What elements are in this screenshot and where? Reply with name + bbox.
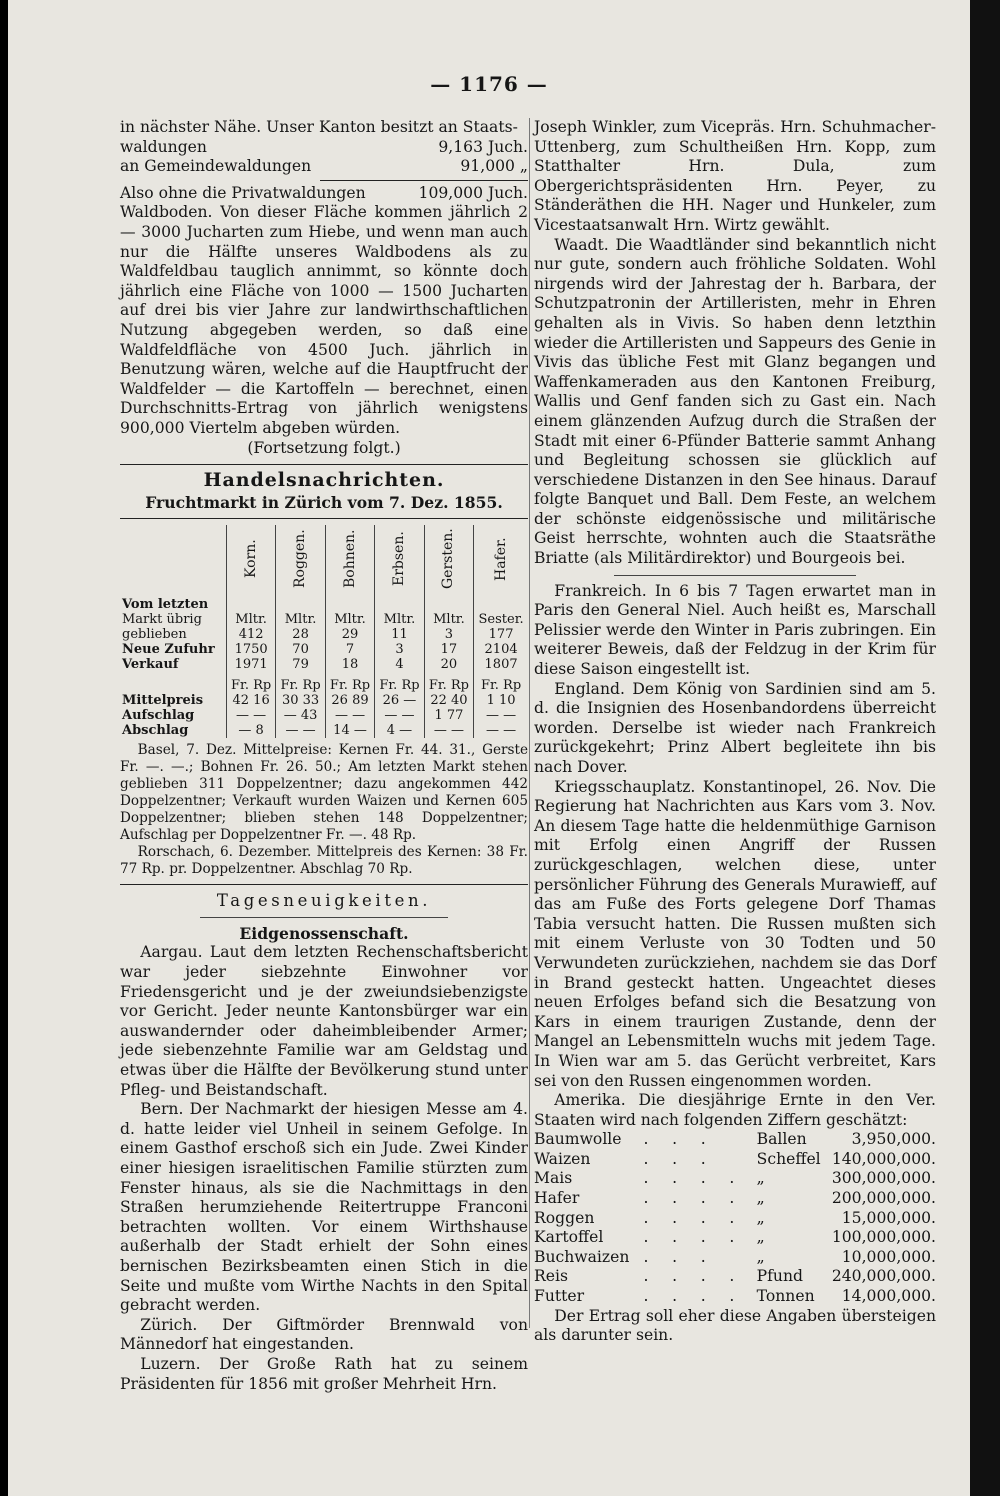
amerika-article: Amerika. Die diesjährige Ernte in den Ver. Staaten wird nach folgenden Ziffern geschätzt: (534, 1091, 936, 1129)
table-row: Mais . . . . „ 300,000,000. (534, 1169, 936, 1188)
table-row: Mittelpreis 42 16 30 33 26 89 26 — 22 40 1 10 (120, 693, 528, 708)
col-header: Erbsen. (390, 531, 407, 587)
unit-cell: Mltr. (325, 597, 374, 627)
unit-cell: Sester. (474, 597, 528, 627)
krieg-article: Kriegsschauplatz. Konstantinopel, 26. Nov. Die Regierung hat Nachrichten aus Kars vom 3. Nov. An diesem Tage hatte die heldenmüthige Garnison mit Erfolg einen Angriff der Russen zurückgeschlagen, welchen diese, unter persönlicher Führung des Generals Murawieff, auf das am Fuße des Forts gelegene Dorf Thamas Tabia versucht hatten. Die Russen mußten sich mit einem Verluste von 30 Todten und 50 Verwundeten zurückziehen, nachdem sie das Dorf in Brand gesteckt hatten. Ungeachtet dieses neuen Erfolges befand sich die Besatzung von Kars in einem traurigen Zustande, denn der Mangel an Lebensmitteln wuchs mit jedem Tage. In Wien war am 5. das Gerücht verbreitet, Kars sei von den Russen eingenommen worden. (534, 777, 936, 1090)
row-header: Markt übrig (122, 612, 202, 628)
unit-cell: Fr. Rp (276, 678, 325, 693)
trade-heading: Handelsnachrichten. (203, 469, 445, 492)
sum-rule (320, 180, 528, 181)
forest-row: waldungen 9,163 Juch. (120, 137, 528, 156)
closing-note: Der Ertrag soll eher diese Angaben übersteigen als darunter sein. (534, 1306, 936, 1345)
unit-cell: Mltr. (375, 597, 424, 627)
table-row: Reis . . . . Pfund 240,000,000. (534, 1267, 936, 1286)
col-header: Bohnen. (341, 530, 358, 589)
luzern-article: Luzern. Der Große Rath hat zu seinem Präsidenten für 1856 mit großer Mehrheit Hrn. (120, 1354, 528, 1393)
section-rule (614, 575, 856, 576)
unit-cell: Fr. Rp (375, 678, 424, 693)
market-table (120, 525, 528, 738)
england-article: England. Dem König von Sardinien sind am 5. d. die Insignien des Hosenbandordens überreicht worden. Derselbe ist wieder nach Frankreich zurückgekehrt; Prinz Albert begleitete ihn bis nach Dover. (534, 679, 936, 776)
unit-cell: Mltr. (226, 597, 275, 627)
unit-cell: Fr. Rp (226, 678, 275, 693)
table-row: Futter . . . . Tonnen 14,000,000. (534, 1287, 936, 1306)
forest-intro: in nächster Nähe. Unser Kanton besitzt an Staats- (120, 118, 518, 136)
table-row: Hafer . . . . „ 200,000,000. (534, 1189, 936, 1208)
newspaper-page (8, 0, 970, 1496)
market-heading: Fruchtmarkt in Zürich vom 7. Dez. 1855. (145, 492, 503, 512)
section-rule (120, 518, 528, 519)
table-row: Waizen . . . Scheffel 140,000,000. (534, 1149, 936, 1168)
forest-text: Waldboden. Von dieser Fläche kommen jährlich 2 — 3000 Jucharten zum Hiebe, und wenn man auch nur die Hälfte unseres Waldbodens als zu Waldfeldbau tauglich annimmt, so könnte doch jährlich eine Fläche von 1000 — 1500 Jucharten auf drei bis vier Jahre zur landwirthschaftlichen Nutzung abgegeben werden, so daß eine Waldfeldfläche von 4500 Juch. jährlich in Benutzung wären, welche auf die Hauptfrucht der Waldfelder — die Kartoffeln — berechnet, einen Durchschnitts-Ertrag von jährlich wenigstens 900,000 Viertelm abgeben würden. (120, 203, 528, 437)
unit-cell: Fr. Rp (424, 678, 473, 693)
bern-article: Bern. Der Nachmarkt der hiesigen Messe am 4. d. hatte leider viel Unheil in seinem Gefolge. In einem Gasthof erschoß sich ein Jude. Zwei Kinder einer hiesigen israelitischen Familie stürzten zum Fenster hinaus, als sie die Nachmittags in den Straßen herumziehende Reitertruppe Franconi betrachten wollten. Vor einem Wirthshause außerhalb der Stadt erhielt der Sohn eines bernischen Bezirksbeamten einen Stich in die Seite und mußte vom Wirthe Nachts in den Spital gebracht werden. (120, 1100, 528, 1315)
rorschach-report: Rorschach, 6. Dezember. Mittelpreis des Kernen: 38 Fr. 77 Rp. pr. Doppelzentner. Abschlag 70 Rp. (120, 844, 528, 878)
section-rule (120, 884, 528, 885)
col-header: Roggen. (292, 529, 309, 589)
col-header: Hafer. (492, 537, 509, 582)
unit-cell: Fr. Rp (474, 678, 528, 693)
table-row: Kartoffel . . . . „ 100,000,000. (534, 1228, 936, 1247)
page-number: — 1176 — (430, 72, 548, 96)
table-row: Buchwaizen . . . „ 10,000,000. (534, 1247, 936, 1266)
table-row: Baumwolle . . . Ballen 3,950,000. (534, 1130, 936, 1149)
row-header: Vom letzten (122, 597, 209, 613)
table-row: Roggen . . . . „ 15,000,000. (534, 1208, 936, 1227)
col-header: Korn. (242, 539, 259, 579)
section-rule (200, 917, 448, 918)
unit-cell: Fr. Rp (325, 678, 374, 693)
right-column (534, 118, 936, 1346)
page-edge (970, 0, 1000, 1496)
table-row: Verkauf 1971 79 18 4 20 1807 (120, 657, 528, 672)
zurich-article: Zürich. Der Giftmörder Brennwald von Männedorf hat eingestanden. (120, 1315, 528, 1354)
section-rule (120, 464, 528, 465)
table-row: Abschlag — 8 — — 14 — 4 — — — — — (120, 723, 528, 738)
table-row: Aufschlag — — — 43 — — — — 1 77 — — (120, 708, 528, 723)
continued-note: (Fortsetzung folgt.) (247, 438, 401, 457)
basel-report: Basel, 7. Dez. Mittelpreise: Kernen Fr. 44. 31., Gerste Fr. —. —.; Bohnen Fr. 26. 50.; Am letzten Markt stehen geblieben 311 Doppelzentner; dazu angekommen 442 Doppelzentner; Verkauft wurden Waizen und Kernen 605 Doppelzentner; blieben stehen 148 Doppelzentner; Aufschlag per Doppelzentner Fr. —. 48 Rp. (120, 742, 528, 844)
aargau-article: Aargau. Laut dem letzten Rechenschaftsbericht war jeder siebzehnte Einwohner vor Friedensgericht und je der zweiundsiebenzigste vor Gericht. Jeder neunte Kantonsbürger war ein auswandernder oder daheimbleibender Armer; jede siebenzehnte Familie war am Geldstag und etwas über die Hälfte der Bevölkerung stund unter Pfleg- und Beistandschaft. (120, 943, 528, 1099)
crop-table (534, 1130, 936, 1306)
table-row: geblieben 412 28 29 11 3 177 (120, 627, 528, 642)
table-row: Neue Zufuhr 1750 70 7 3 17 2104 (120, 642, 528, 657)
news-heading: Tagesneuigkeiten. (216, 891, 432, 911)
forest-total: Also ohne die Privatwaldungen 109,000 Juch. (120, 183, 528, 202)
waadt-article: Waadt. Die Waadtländer sind bekanntlich nicht nur gute, sondern auch fröhliche Soldaten. Wohl nirgends wird der Jahrestag der h. Barbara, der Schutzpatronin der Artilleristen, mehr in Ehren gehalten als in Vivis. So haben denn letzthin wieder die Artilleristen und Sappeurs des Genie in Vivis das übliche Fest mit Glanz begangen und Waffenkameraden aus den Kantonen Freiburg, Wallis und Genf fanden sich zu Gast ein. Nach einem glänzenden Aufzug durch die Straßen der Stadt mit einer 6-Pfünder Batterie sammt Anhang und Begleitung schossen sie glücklich auf verschiedene Distanzen in den See hinaus. Darauf folgte Banquet und Ball. Dem Feste, an welchem der schönste eidgenössische und militärische Geist herrschte, wohnten auch die Staatsräthe Briatte (als Militärdirektor) und Bourgeois bei. (534, 235, 936, 568)
left-column (120, 118, 528, 1394)
column-divider (529, 118, 530, 1328)
luzern-continued: Joseph Winkler, zum Vicepräs. Hrn. Schuhmacher-Uttenberg, zum Schultheißen Hrn. Kopp, zum Statthalter Hrn. Dula, zum Obergerichtspräsidenten Hrn. Peyer, zu Ständeräthen die HH. Nager und Hunkeler, zum Vicestaatsanwalt Hrn. Wirtz gewählt. (534, 118, 936, 234)
forest-row: an Gemeindewaldungen 91,000 „ (120, 157, 528, 176)
frankreich-article: Frankreich. In 6 bis 7 Tagen erwartet man in Paris den General Niel. Auch heißt es, Marschall Pelissier werde den Winter in Paris zubringen. Ein weiterer Beweis, daß der Feldzug in der Krim für diese Saison eingestellt ist. (534, 581, 936, 679)
col-header: Gersten. (440, 528, 457, 590)
unit-cell: Mltr. (276, 597, 325, 627)
confed-heading: Eidgenossenschaft. (239, 923, 409, 943)
unit-cell: Mltr. (424, 597, 473, 627)
